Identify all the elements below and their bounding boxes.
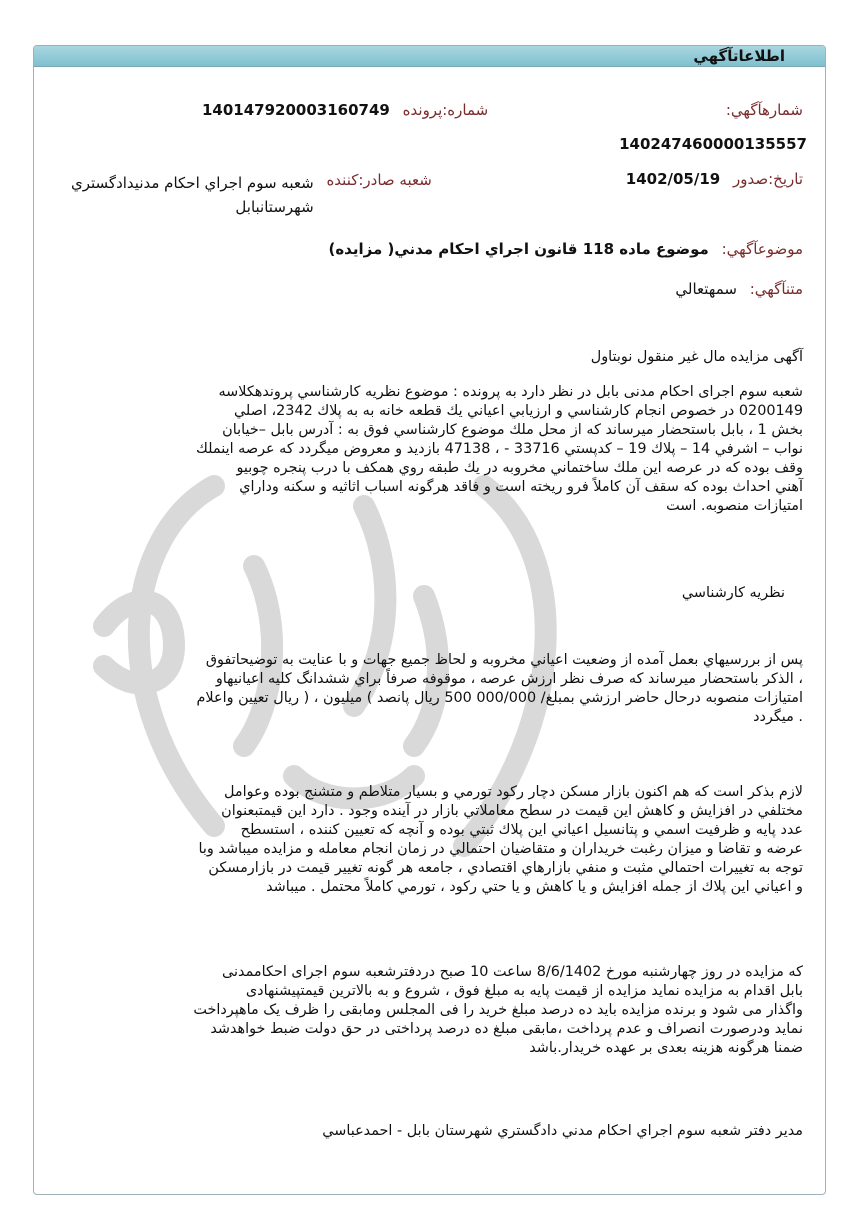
paragraph-2-line: ، الذكر باستحضار ميرساند كه صرف نظر ارزش عرصه ، موقوفه صرفاً براي ششدانگ كليه اعيانيهاو bbox=[215, 671, 803, 687]
paragraph-3-line: مختلفي در افزايش و كاهش اين قيمت در سطح معاملاتي بازار در آينده وجود . دارد اين قيمتبعنوان bbox=[221, 803, 803, 819]
paragraph-3-line: توجه به تغييرات احتمالي مثبت و منفي بازارهاي اقتصادي ، جامعه هر گونه تغيير قيمت در بازارمسكن bbox=[208, 860, 803, 876]
case-number-value: 140147920003160749 bbox=[202, 101, 390, 119]
ad-number-label-row bbox=[726, 101, 803, 119]
paragraph-1-line: شعبه سوم اجرای احکام مدنی بابل در نظر دارد به پرونده : موضوع نظريه كارشناسي پروندهكلاسه bbox=[218, 384, 803, 400]
paragraph-2-line: . ميگردد bbox=[753, 709, 803, 725]
subject-label: موضوعآگهي: bbox=[721, 240, 803, 258]
text-value: سمهتعالي bbox=[675, 280, 737, 298]
issuing-branch-line2: شهرستانبابل bbox=[235, 198, 314, 216]
panel-header bbox=[34, 46, 825, 67]
issuing-branch-label: شعبه صادر:كننده bbox=[326, 171, 432, 189]
paragraph-3-line: عرضه و تقاضا و ميزان رغبت خريداران و متقاضيان احتمالي در زمان انجام معامله و مزايده ميباشد وبا bbox=[198, 841, 803, 857]
paragraph-4-line: بابل اقدام به مزايده نمايد مزايده از قيمت پايه به مبلغ فوق ، شروع و به بالاترين قيمتپيشنهادی bbox=[245, 983, 803, 999]
panel-title: اطلاعاتآگهي bbox=[693, 47, 785, 65]
paragraph-4-line: واگذار می شود و برنده مزايده بايد ده درصد مبلغ خريد را فی المجلس ومابقی را ظرف يک ماهپرداخت bbox=[193, 1002, 803, 1018]
case-number-label: شماره:پرونده bbox=[402, 101, 489, 119]
paragraph-1-line: وقف بوده كه در عرصه اين ملك ساختماني مخروبه در يك طبقه روي همكف با درب پنجره چوبيو bbox=[236, 460, 803, 476]
issuing-branch-value bbox=[71, 171, 314, 219]
subject-value: موضوع ماده 118 قانون اجراي احكام مدني( مزايده) bbox=[328, 240, 709, 258]
paragraph-2-line: امتيازات منصوبه درحال حاضر ارزشي بمبلغ/ 000/000 500 ريال پانصد ) ميليون ، ( ريال تعيين واعلام bbox=[196, 690, 803, 706]
text-label: متنآگهي: bbox=[749, 280, 803, 298]
paragraph-3-line: عدد پايه و ظرفيت اسمي و پتانسيل اعياني اين پلاك ثبتي بوده و آنچه كه تعيين كننده ، استسطح bbox=[240, 822, 803, 838]
paragraph-1-line: امتيازات منصوبه. است bbox=[666, 498, 803, 514]
case-number-field bbox=[202, 101, 488, 119]
paragraph-2-line: پس از بررسيهاي بعمل آمده از وضعيت اعياني مخروبه و لحاظ جميع جهات و با عنايت به توضيحاتفوق bbox=[205, 652, 803, 668]
issue-date-label: تاريخ:صدور bbox=[733, 170, 803, 188]
subject-field bbox=[328, 240, 803, 258]
paragraph-4 bbox=[193, 963, 803, 1058]
paragraph-1-line: آهني احداث بوده كه سقف آن كاملاً فرو ريخته است و فاقد هرگونه اسباب اثاثيه و سكنه وداراي bbox=[239, 479, 803, 495]
notice-panel bbox=[33, 45, 826, 1195]
ad-number-label: شمارهآگهي: bbox=[725, 101, 803, 119]
paragraph-2 bbox=[196, 651, 803, 727]
paragraph-4-line: ضمنا هرگونه هزينه بعدی بر عهده خريدار.باشد bbox=[529, 1040, 803, 1056]
paragraph-3 bbox=[198, 783, 803, 897]
expert-heading: نظريه كارشناسي bbox=[681, 585, 785, 601]
paragraph-1 bbox=[196, 383, 803, 516]
paragraph-4-line: كه مزايده در روز چهارشنبه مورخ 8/6/1402 ساعت 10 صبح دردفترشعبه سوم اجرای احکاممدنی bbox=[222, 964, 803, 980]
body-heading: آگهی مزايده مال غير منقول نوبتاول bbox=[590, 349, 803, 365]
paragraph-4-line: نمايد ودرصورت انصراف و عدم پرداخت ،مابقی مبلغ ده درصد پرداختی در حق دولت ضبط خواهدشد bbox=[210, 1021, 803, 1037]
paragraph-1-line: بخش 1 ، بابل باستحضار ميرساند كه از محل ملك موضوع كارشناسي فوق به : آدرس بابل –خيابان bbox=[222, 422, 803, 438]
ad-number-value-row bbox=[619, 135, 807, 153]
paragraph-1-line: نواب – اشرفي 14 – پلاك 19 – كدپستي 33716 - ، 47138 بازديد و معروض ميگردد كه عرصه اينملك bbox=[196, 441, 803, 457]
paragraph-3-line: لازم بذكر است كه هم اكنون بازار مسكن دچار ركود تورمي و بسيار متلاطم و متشنج بوده وعوامل bbox=[224, 784, 803, 800]
issue-date-value: 1402/05/19 bbox=[625, 170, 721, 188]
issuing-branch-field bbox=[71, 171, 432, 219]
issue-date-field bbox=[626, 170, 803, 188]
ad-number-value: 140247460000135557 bbox=[619, 135, 807, 153]
text-field bbox=[675, 280, 803, 298]
paragraph-1-line: 0200149 در خصوص انجام كارشناسي و ارزيابي اعياني يك قطعه خانه به به پلاك 2342، اصلي bbox=[233, 403, 803, 419]
paragraph-3-line: و اعياني اين پلاك از جمله افزايش و يا كاهش و يا حتي ركود ، تورمي كاملاً محتمل . ميباشد bbox=[266, 879, 803, 895]
issuing-branch-line1: شعبه سوم اجراي احكام مدنيدادگستري bbox=[71, 174, 314, 192]
signature: مدير دفتر شعبه سوم اجراي احكام مدني دادگستري شهرستان بابل - احمدعباسي bbox=[322, 1123, 803, 1139]
